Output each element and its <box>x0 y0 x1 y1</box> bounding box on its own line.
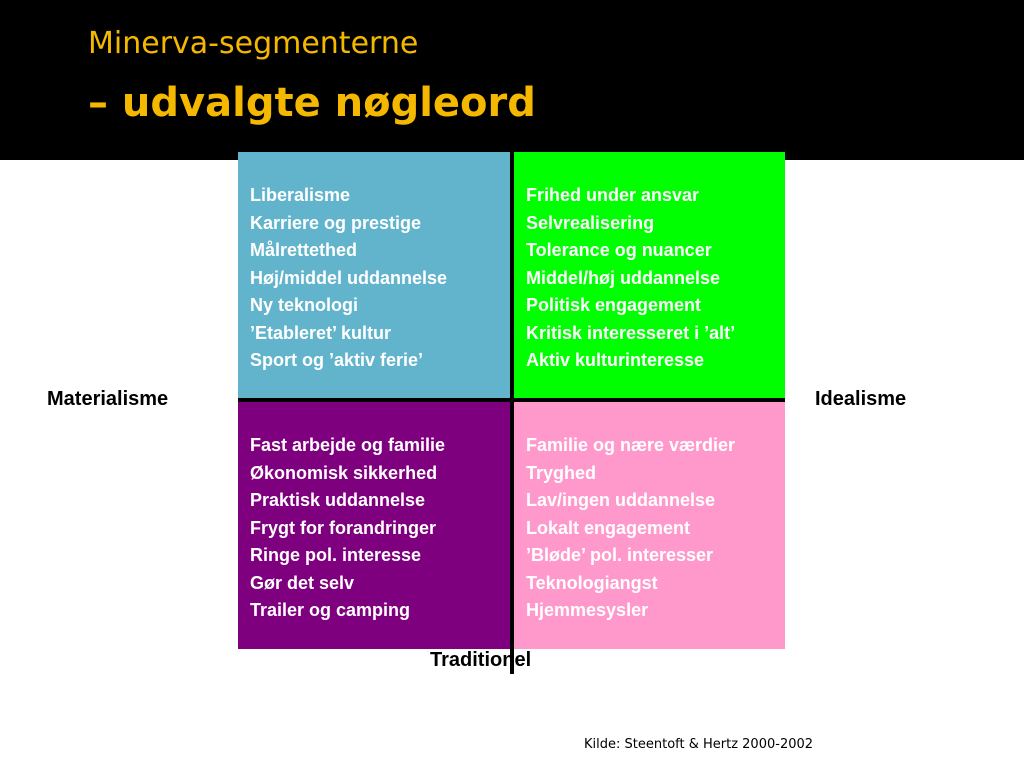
keyword-item: Familie og nære værdier <box>526 435 736 455</box>
quadrant-top-right-list <box>526 182 735 375</box>
keyword-item: Gør det selv <box>250 572 355 593</box>
keyword-item: Praktisk uddannelse <box>250 490 426 510</box>
quadrant-bottom-right-list <box>526 432 735 625</box>
keyword-item: Liberalisme <box>250 185 351 205</box>
keyword-item: Ny teknologi <box>250 295 359 315</box>
keyword-item: Frihed under ansvar <box>526 185 700 205</box>
title-bar <box>0 0 1024 160</box>
slide-title: Minerva-segmenterne <box>88 26 419 61</box>
keyword-item: Frygt for forandringer <box>250 517 437 538</box>
keyword-item: Økonomisk sikkerhed <box>250 462 438 483</box>
keyword-item: Middel/høj uddannelse <box>526 267 721 288</box>
source-citation: Kilde: Steentoft & Hertz 2000-2002 <box>584 737 814 752</box>
keyword-item: Politisk engagement <box>526 295 702 315</box>
keyword-item: ’Etableret’ kultur <box>250 322 392 343</box>
keyword-item: Høj/middel uddannelse <box>250 267 448 288</box>
keyword-item: Tolerance og nuancer <box>526 240 712 260</box>
keyword-item: Hjemmesysler <box>526 600 649 620</box>
keyword-item: Selvrealisering <box>526 212 655 233</box>
axis-label-materialisme: Materialisme <box>47 388 169 410</box>
quadrant-top-left <box>238 152 511 398</box>
axis-label-idealisme: Idealisme <box>815 388 907 410</box>
keyword-item: Sport og ’aktiv ferie’ <box>250 350 424 370</box>
quadrant-top-left-list <box>250 182 447 375</box>
keyword-item: Tryghed <box>526 462 597 483</box>
keyword-item: Kritisk interesseret i ’alt’ <box>526 322 736 343</box>
keyword-item: Trailer og camping <box>250 600 411 620</box>
quadrant-bottom-left-list <box>250 432 445 625</box>
keyword-item: Ringe pol. interesse <box>250 545 422 565</box>
keyword-item: Lav/ingen uddannelse <box>526 490 716 510</box>
keyword-item: ’Bløde’ pol. interesser <box>526 545 714 565</box>
slide-subtitle: – udvalgte nøgleord <box>88 80 536 126</box>
keyword-item: Teknologiangst <box>526 572 658 593</box>
quadrant-top-right <box>514 152 785 398</box>
vertical-axis-line <box>510 152 514 674</box>
keyword-item: Aktiv kulturinteresse <box>526 350 705 370</box>
axis-label-traditionel: Traditionel <box>430 649 532 671</box>
keyword-item: Lokalt engagement <box>526 517 691 538</box>
keyword-item: Fast arbejde og familie <box>250 435 446 455</box>
quadrant-bottom-left <box>238 402 511 649</box>
keyword-item: Karriere og prestige <box>250 212 422 233</box>
quadrant-bottom-right <box>514 402 785 649</box>
keyword-item: Målrettethed <box>250 240 358 260</box>
